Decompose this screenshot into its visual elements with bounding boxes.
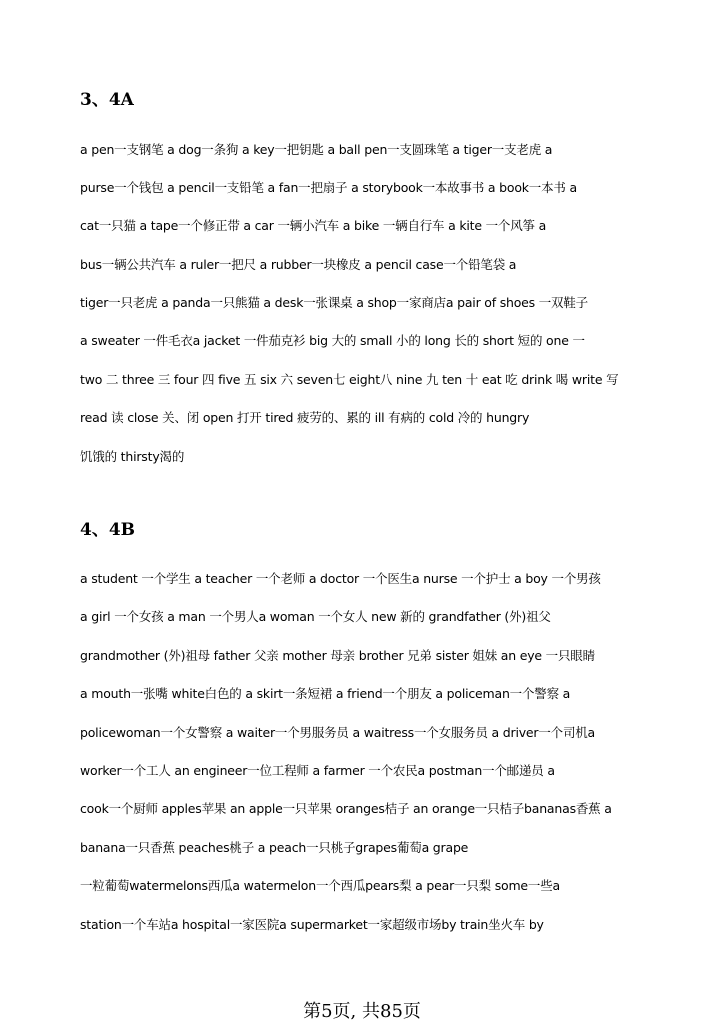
- text-line: a student 一个学生 a teacher 一个老师 a doctor 一个医生a nurse 一个护士 a boy 一个男孩: [80, 571, 601, 586]
- text-line: purse一个钱包 a pencil一支铅笔 a fan一把扇子 a storybook一本故事书 a book一本书 a: [80, 180, 577, 195]
- text-line: a sweater 一件毛衣a jacket 一件茄克衫 big 大的 small 小的 long 长的 short 短的 one 一: [80, 333, 585, 348]
- text-line: grandmother (外)祖母 father 父亲 mother 母亲 brother 兄弟 sister 姐妹 an eye 一只眼睛: [80, 648, 595, 663]
- section-heading-4b: 4、4B: [80, 520, 136, 540]
- text-line: tiger一只老虎 a panda一只熊猫 a desk一张课桌 a shop一家商店a pair of shoes 一双鞋子: [80, 295, 588, 310]
- text-line: cook一个厨师 apples苹果 an apple一只苹果 oranges桔子 an orange一只桔子bananas香蕉 a: [80, 801, 612, 816]
- text-line: policewoman一个女警察 a waiter一个男服务员 a waitress一个女服务员 a driver一个司机a: [80, 725, 595, 740]
- section-heading-4a: 3、4A: [80, 90, 134, 110]
- page-number-footer: 第5页, 共85页: [303, 1001, 421, 1022]
- text-line: station一个车站a hospital一家医院a supermarket一家超级市场by train坐火车 by: [80, 917, 544, 932]
- text-line: read 读 close 关、闭 open 打开 tired 疲劳的、累的 ill 有病的 cold 冷的 hungry: [80, 410, 530, 425]
- text-line: cat一只猫 a tape一个修正带 a car 一辆小汽车 a bike 一辆自行车 a kite 一个风筝 a: [80, 218, 547, 233]
- text-line: 饥饿的 thirsty渴的: [80, 449, 185, 464]
- text-line: banana一只香蕉 peaches桃子 a peach一只桃子grapes葡萄a grape: [80, 840, 469, 855]
- text-line: two 二 three 三 four 四 five 五 six 六 seven七 eight八 nine 九 ten 十 eat 吃 drink 喝 write 写: [80, 372, 619, 387]
- text-line: a girl 一个女孩 a man 一个男人a woman 一个女人 new 新的 grandfather (外)祖父: [80, 609, 551, 624]
- text-line: bus一辆公共汽车 a ruler一把尺 a rubber一块橡皮 a pencil case一个铅笔袋 a: [80, 257, 517, 272]
- text-line: 一粒葡萄watermelons西瓜a watermelon一个西瓜pears梨 a pear一只梨 some一些a: [80, 878, 560, 893]
- text-line: a pen一支钢笔 a dog一条狗 a key一把钥匙 a ball pen一支圆珠笔 a tiger一支老虎 a: [80, 142, 553, 157]
- text-line: a mouth一张嘴 white白色的 a skirt一条短裙 a friend一个朋友 a policeman一个警察 a: [80, 686, 571, 701]
- text-line: worker一个工人 an engineer一位工程师 a farmer 一个农民a postman一个邮递员 a: [80, 763, 555, 778]
